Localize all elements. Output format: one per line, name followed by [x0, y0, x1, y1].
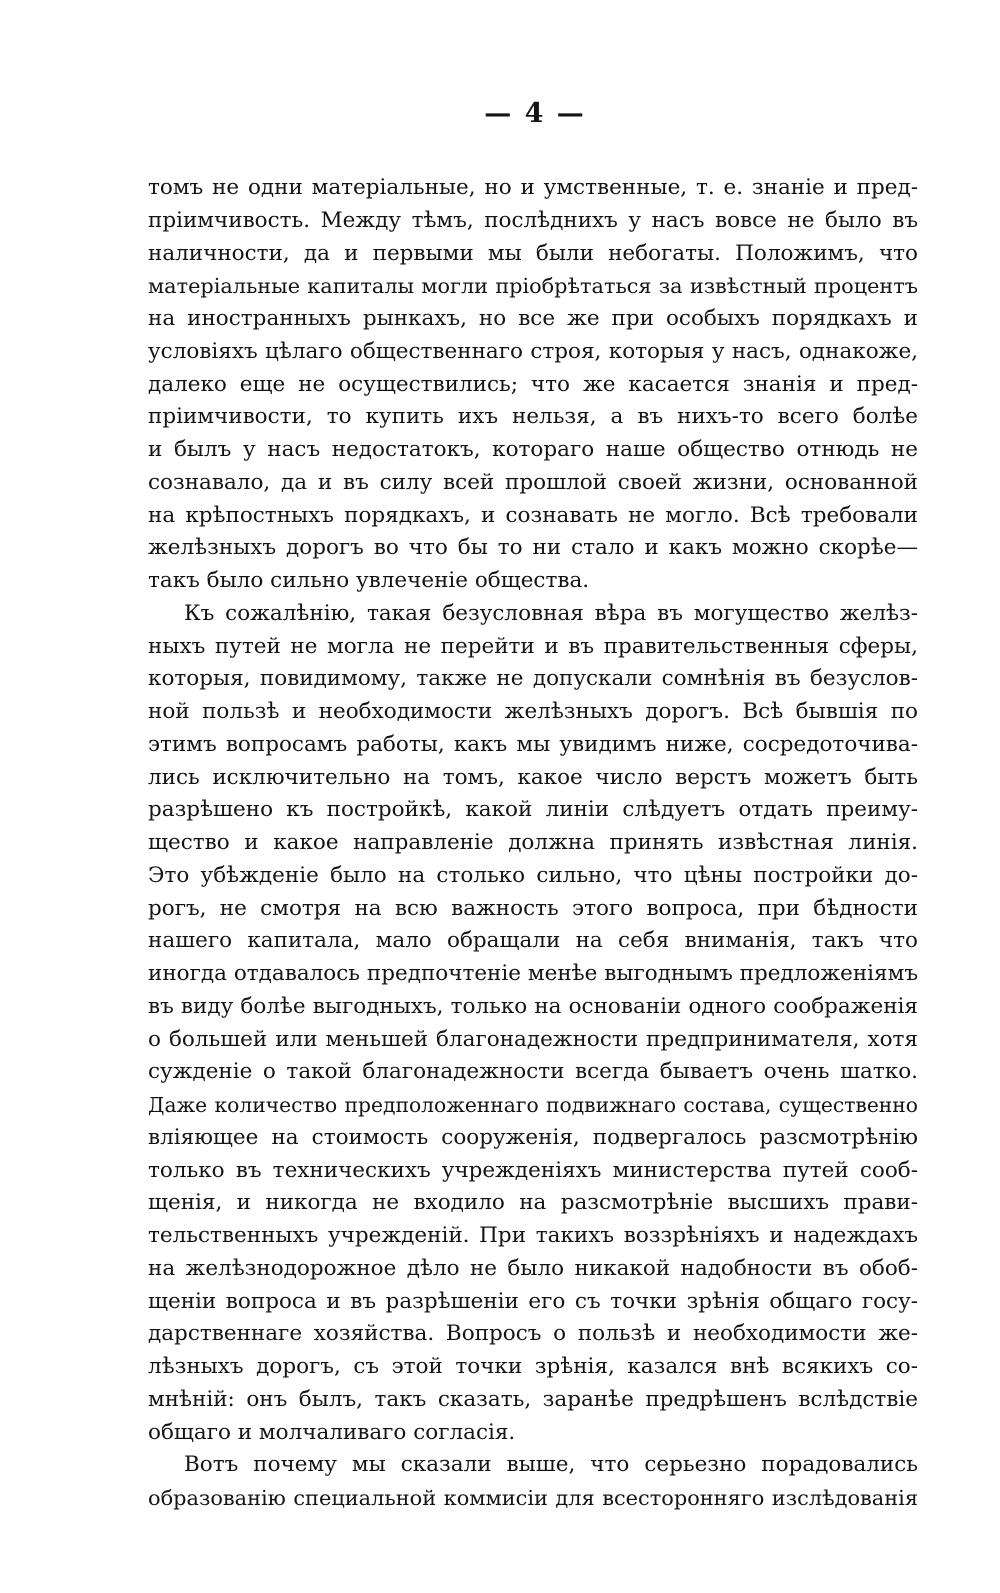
text-line: образованію специальной коммисіи для всесторонняго изслѣдованія	[148, 1486, 918, 1510]
text-line: разрѣшено къ постройкѣ, какой линіи слѣдуетъ отдать преиму-	[148, 797, 918, 823]
text-line: сужденіе о такой благонадежности всегда бываетъ очень шатко.	[148, 1059, 918, 1085]
text-line: наличности, да и первыми мы были небогаты. Положимъ, что	[148, 240, 918, 266]
text-line: рогъ, не смотря на всю важность этого вопроса, при бѣдности	[148, 895, 918, 921]
text-line: и былъ у насъ недостатокъ, котораго наше общество отнюдь не	[148, 437, 918, 462]
text-line: лись исключительно на томъ, какое число верстъ можетъ быть	[148, 764, 918, 790]
text-line: лѣзныхъ дорогъ, съ этой точки зрѣнія, казался внѣ всякихъ со-	[148, 1354, 918, 1379]
text-line: щенія, и никогда не входило на разсмотрѣніе высшихъ прави-	[148, 1190, 918, 1216]
text-line: мнѣній: онъ былъ, такъ сказать, заранѣе предрѣшенъ вслѣдствіе	[148, 1386, 918, 1412]
text-line: нашего капитала, мало обращали на себя вниманія, такъ что	[148, 928, 918, 954]
text-line: желѣзныхъ дорогъ во что бы то ни стало и какъ можно скорѣе—	[148, 535, 918, 561]
text-line: только въ техническихъ учрежденіяхъ министерства путей сооб-	[148, 1157, 918, 1183]
text-line: на иностранныхъ рынкахъ, но все же при особыхъ порядкахъ и	[148, 306, 918, 331]
text-line: на желѣзнодорожное дѣло не было никакой надобности въ обоб-	[148, 1255, 918, 1281]
text-line: пріимчивости, то купить ихъ нельзя, а въ нихъ-то всего болѣе	[148, 404, 918, 430]
text-line: Вотъ почему мы сказали выше, что серьезно порадовались	[184, 1452, 918, 1478]
text-line: Къ сожалѣнію, такая безусловная вѣра въ могущество желѣз-	[184, 600, 918, 626]
text-line: Даже количество предположеннаго подвижнаго состава, существенно	[148, 1093, 918, 1117]
text-line: иногда отдавалось предпочтеніе менѣе выгоднымъ предложеніямъ	[148, 961, 918, 986]
page-number: — 4 —	[484, 98, 586, 129]
text-line: такъ было сильно увлеченіе общества.	[148, 568, 590, 593]
text-line: Это убѣжденіе было на столько сильно, что цѣны постройки до-	[148, 862, 918, 888]
paragraph	[148, 1449, 918, 1515]
text-line: ныхъ путей не могла не перейти и въ правительственныя сферы,	[148, 633, 918, 659]
text-line: щеніи вопроса и въ разрѣшеніи его съ точки зрѣнія общаго госу-	[148, 1288, 918, 1314]
paragraph	[148, 172, 918, 598]
text-line: условіяхъ цѣлаго общественнаго строя, которыя у насъ, однакоже,	[148, 338, 918, 364]
text-line: дарственнаге хозяйства. Вопросъ о пользѣ и необходимости же-	[148, 1321, 918, 1347]
body-text	[148, 172, 918, 1515]
text-line: о большей или меньшей благонадежности предпринимателя, хотя	[148, 1026, 918, 1052]
paragraph	[148, 598, 918, 1450]
text-line: тельственныхъ учрежденій. При такихъ воззрѣніяхъ и надеждахъ	[148, 1223, 918, 1248]
text-line: пріимчивость. Между тѣмъ, послѣднихъ у насъ вовсе не было въ	[148, 207, 918, 233]
text-line: въ виду болѣе выгодныхъ, только на основаніи одного соображенія	[148, 993, 918, 1019]
text-line: на крѣпостныхъ порядкахъ, и сознавать не могло. Всѣ требовали	[148, 502, 918, 528]
text-line: далеко еще не осуществились; что же касается знанія и пред-	[148, 371, 918, 397]
text-line: которыя, повидимому, также не допускали сомнѣнія въ безуслов-	[148, 666, 918, 692]
text-line: общаго и молчаливаго согласія.	[148, 1419, 516, 1445]
text-line: томъ не одни матеріальные, но и умственные, т. е. знаніе и пред-	[148, 175, 918, 200]
text-line: ной пользѣ и необходимости желѣзныхъ дорогъ. Всѣ бывшія по	[148, 699, 918, 724]
text-line: этимъ вопросамъ работы, какъ мы увидимъ ниже, сосредоточива-	[148, 731, 918, 757]
text-line: щество и какое направленіе должна принять извѣстная линія.	[148, 830, 918, 855]
text-line: сознавало, да и въ силу всей прошлой своей жизни, основанной	[148, 469, 918, 495]
text-line: вліяющее на стоимость сооруженія, подвергалось разсмотрѣнію	[148, 1124, 918, 1150]
text-line: матеріальные капиталы могли пріобрѣтаться за извѣстный процентъ	[148, 274, 918, 299]
